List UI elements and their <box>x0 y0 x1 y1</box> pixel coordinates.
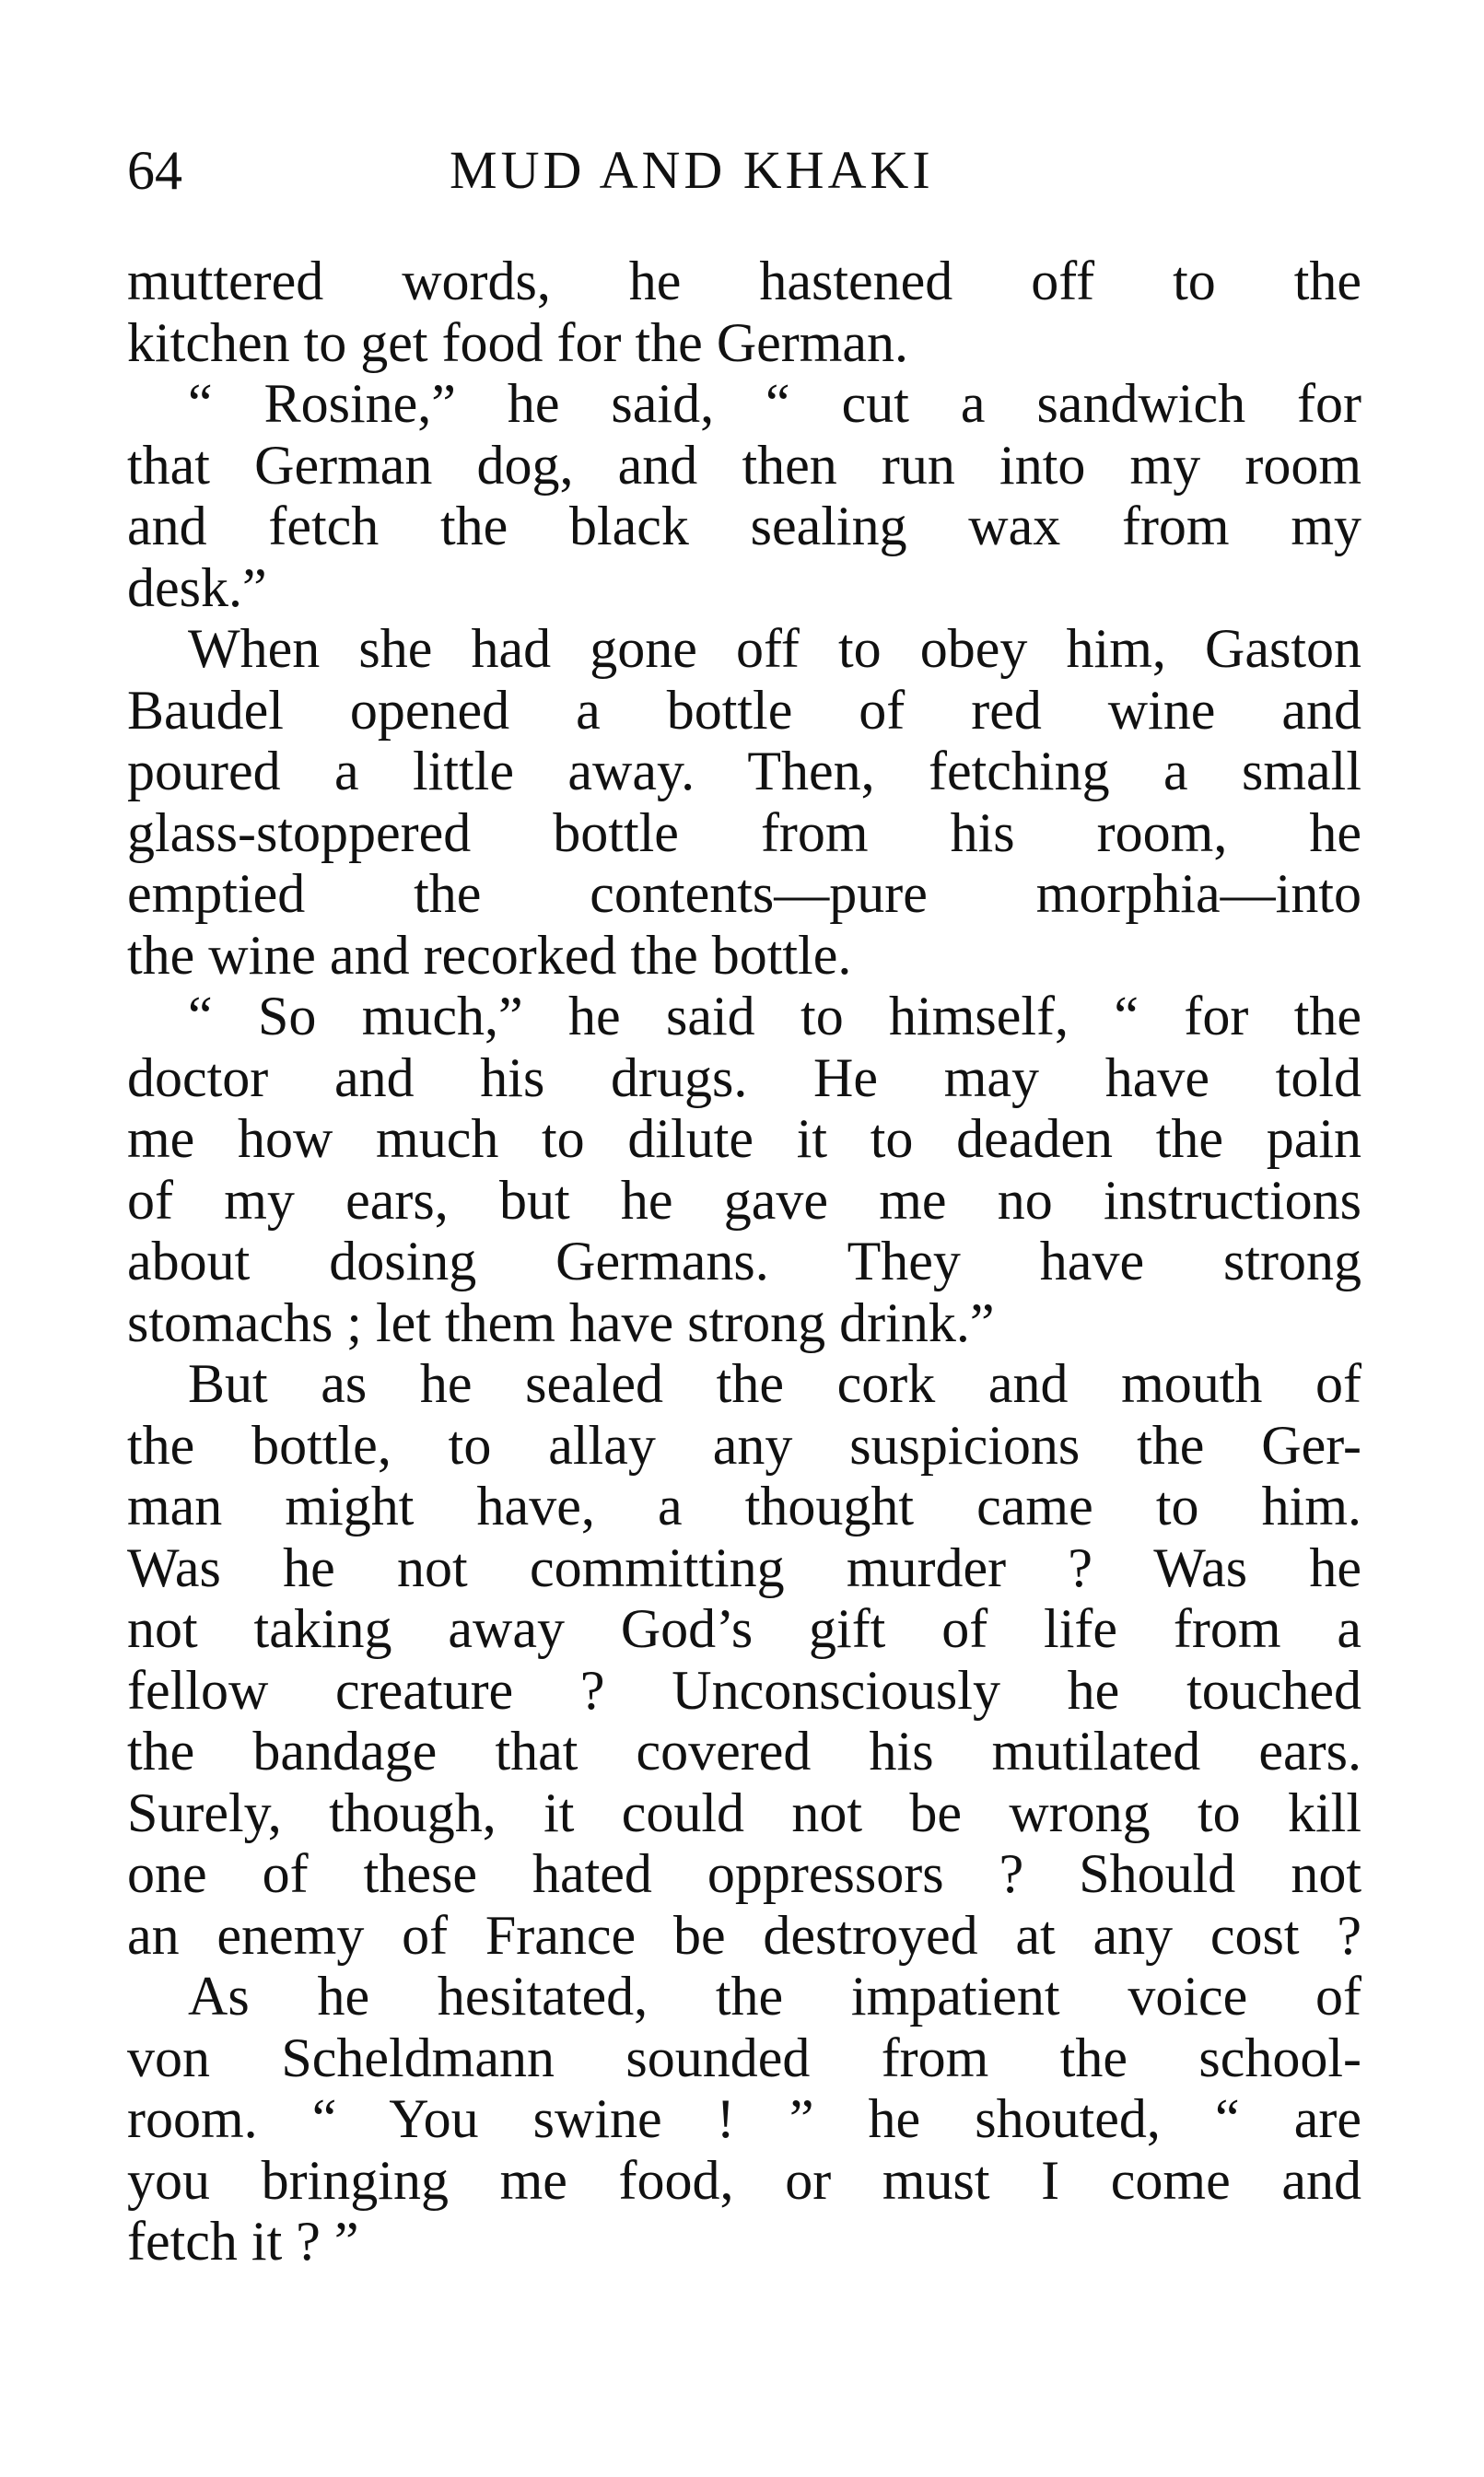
text-line: fetch it ? ” <box>127 2211 359 2272</box>
text-line: and fetch the black sealing wax from my <box>127 496 1361 556</box>
text-line: “ Rosine,” he said, “ cut a sandwich for <box>188 373 1361 434</box>
text-line: kitchen to get food for the German. <box>127 311 909 373</box>
text-line: desk.” <box>127 556 267 618</box>
text-line: that German dog, and then run into my room <box>127 434 1361 496</box>
text-line: man might have, a thought came to him. <box>127 1476 1361 1536</box>
text-line: an enemy of France be destroyed at any cost ? <box>127 1904 1361 1966</box>
text-line: Surely, though, it could not be wrong to kill <box>127 1782 1361 1843</box>
text-line: not taking away God’s gift of life from a <box>127 1598 1361 1659</box>
text-line: one of these hated oppressors ? Should not <box>127 1843 1361 1904</box>
text-line: As he hesitated, the impatient voice of <box>188 1966 1361 2027</box>
running-title: MUD AND KHAKI <box>450 140 934 200</box>
text-line: But as he sealed the cork and mouth of <box>188 1353 1361 1414</box>
text-line: doctor and his drugs. He may have told <box>127 1046 1361 1108</box>
text-line: about dosing Germans. They have strong <box>127 1231 1361 1291</box>
text-line: the bandage that covered his mutilated ears. <box>127 1721 1361 1782</box>
text-line: Baudel opened a bottle of red wine and <box>127 679 1361 741</box>
text-line: fellow creature ? Unconsciously he touched <box>127 1659 1361 1721</box>
text-line: you bringing me food, or must I come and <box>127 2149 1361 2211</box>
text-line: the wine and recorked the bottle. <box>127 924 852 986</box>
body-text <box>127 251 1361 2273</box>
text-line: poured a little away. Then, fetching a small <box>127 741 1361 801</box>
page-header <box>127 134 1361 207</box>
text-line: When she had gone off to obey him, Gaston <box>188 618 1361 679</box>
text-line: muttered words, he hastened off to the <box>127 251 1361 311</box>
text-line: stomachs ; let them have strong drink.” <box>127 1291 995 1353</box>
text-line: Was he not committing murder ? Was he <box>127 1536 1361 1598</box>
page-number: 64 <box>127 140 182 201</box>
text-line: of my ears, but he gave me no instructions <box>127 1169 1361 1231</box>
text-line: von Scheldmann sounded from the school- <box>127 2027 1361 2088</box>
text-line: the bottle, to allay any suspicions the Ger- <box>127 1414 1361 1476</box>
text-line: “ So much,” he said to himself, “ for the <box>188 986 1361 1046</box>
text-line: emptied the contents—pure morphia—into <box>127 863 1361 924</box>
text-line: glass-stoppered bottle from his room, he <box>127 801 1361 863</box>
text-line: me how much to dilute it to deaden the pain <box>127 1108 1361 1169</box>
text-line: room. “ You swine ! ” he shouted, “ are <box>127 2088 1361 2149</box>
